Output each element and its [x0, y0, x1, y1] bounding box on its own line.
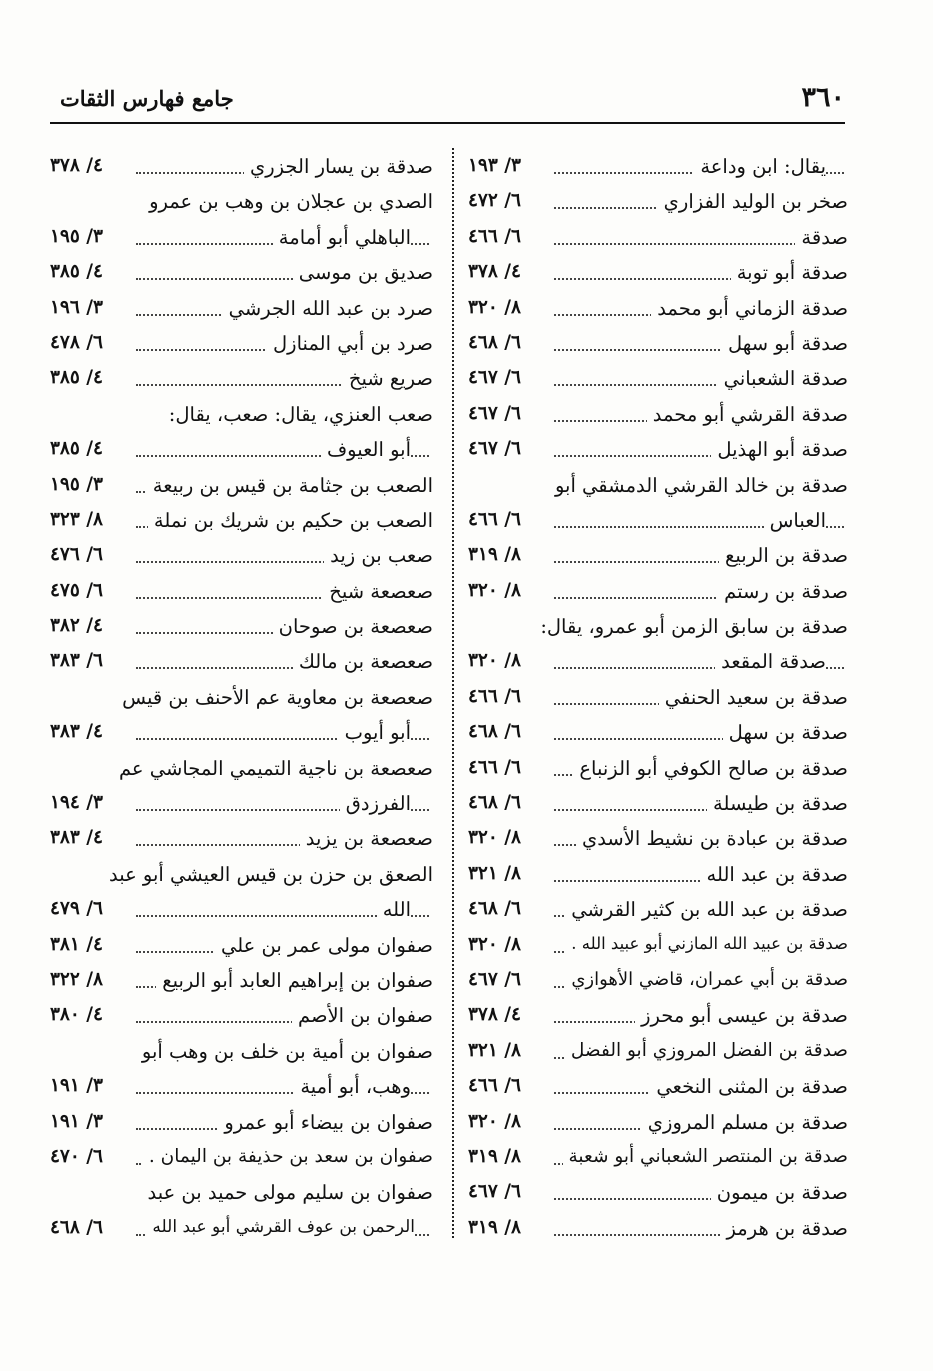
volume-page-ref: ٦/ ٤٦٨	[468, 792, 521, 814]
index-entry	[50, 824, 433, 859]
entry-name: الصعق بن حزن بن قيس العيشي أبو عبد	[103, 863, 433, 886]
volume-page-ref: ٤/ ٣٧٨	[468, 261, 521, 283]
volume-page-ref: ٨/ ٣٢٠	[468, 579, 521, 601]
index-entry	[50, 1037, 433, 1072]
entry-name: صفوان بن بيضاء أبو عمرو	[218, 1111, 433, 1134]
entry-name: صدقة أبو توبة	[731, 261, 848, 284]
entry-name: صدقة بن سابق الزمن أبو عمرو، يقال:	[534, 615, 848, 638]
index-entry	[50, 223, 433, 258]
entry-name: صفوان بن الأصم	[292, 1004, 433, 1027]
volume-page-ref: ٤/ ٣٨٣	[50, 721, 103, 743]
entry-name: الصدي بن عجلان بن وهب بن عمرو	[143, 190, 433, 213]
index-entry	[50, 152, 433, 187]
index-entry	[468, 258, 848, 293]
volume-page-ref: ٦/ ٤٦٨	[468, 721, 521, 743]
volume-page-ref: ٨/ ٣١٩	[468, 544, 521, 566]
entry-name: صديق بن موسى	[293, 261, 433, 284]
index-entry	[468, 400, 848, 435]
volume-page-ref: ٣/ ١٩٥	[50, 225, 103, 247]
entry-name: صعصعة بن مالك	[293, 650, 433, 673]
volume-page-ref: ٤/ ٣٨٥	[50, 261, 103, 283]
index-entry	[50, 577, 433, 612]
index-entry	[468, 435, 848, 470]
entry-name: صدقة بن رستم	[718, 580, 848, 603]
entry-name: صدقة	[795, 226, 848, 249]
index-entry	[468, 931, 848, 966]
entry-name: صعب بن زيد	[324, 544, 433, 567]
entry-name: صدقة بن عبد الله	[701, 863, 848, 886]
index-entry	[468, 860, 848, 895]
volume-page-ref: ٣/ ١٩١	[50, 1075, 103, 1097]
volume-page-ref: ٦/ ٤٦٦	[468, 1075, 521, 1097]
column-divider	[452, 148, 454, 1238]
entry-name: صدقة بن سهل	[723, 721, 848, 744]
volume-page-ref: ٨/ ٣٢٠	[468, 827, 521, 849]
volume-page-ref: ٦/ ٤٦٧	[468, 438, 521, 460]
entry-name: أبو العيوف	[321, 438, 411, 461]
volume-page-ref: ٣/ ١٩٦	[50, 296, 103, 318]
index-entry	[50, 754, 433, 789]
index-entry	[468, 824, 848, 859]
running-title: جامع فهارس الثقات	[60, 86, 234, 111]
index-entry	[468, 683, 848, 718]
index-entry	[50, 718, 433, 753]
entry-name: صدقة أبو الهذيل	[711, 438, 848, 461]
entry-name: صدقة بن ميمون	[711, 1181, 848, 1204]
index-entry	[50, 400, 433, 435]
index-entry	[468, 294, 848, 329]
index-entry	[468, 612, 848, 647]
index-entry	[50, 294, 433, 329]
entry-name: صعصعة بن صوحان	[273, 615, 433, 638]
index-entry	[50, 895, 433, 930]
index-entry	[468, 187, 848, 222]
index-entry	[50, 364, 433, 399]
volume-page-ref: ٦/ ٤٧٨	[50, 331, 103, 353]
index-entry	[468, 966, 848, 1001]
entry-name: صدقة بن عبد الله بن كثير القرشي	[565, 898, 848, 921]
entry-name: صعب العنزي، يقال: صعب، يقال:	[163, 403, 433, 426]
entry-name: صدقة المقعد	[715, 650, 826, 673]
volume-page-ref: ٦/ ٤٦٦	[468, 508, 521, 530]
entry-name: وهب، أبو أمية	[294, 1075, 411, 1098]
index-entry	[50, 647, 433, 682]
volume-page-ref: ٦/ ٤٦٦	[468, 225, 521, 247]
entry-name: صعصعة شيخ	[323, 580, 433, 603]
index-entry	[468, 506, 848, 541]
left-column	[50, 152, 433, 1249]
volume-page-ref: ٦/ ٤٦٧	[468, 402, 521, 424]
volume-page-ref: ٦/ ٤٦٧	[468, 367, 521, 389]
volume-page-ref: ٤/ ٣٨٥	[50, 367, 103, 389]
entry-name: صفوان بن سليم مولى حميد بن عبد	[141, 1181, 433, 1204]
volume-page-ref: ٨/ ٣١٩	[468, 1145, 521, 1167]
entry-name: صدقة بن يسار الجزري	[244, 155, 433, 178]
volume-page-ref: ٤/ ٣٨٠	[50, 1004, 103, 1026]
index-entry	[50, 1178, 433, 1213]
entry-name: صدقة الشعباني	[718, 367, 848, 390]
entry-name: صدقة أبو سهل	[722, 332, 848, 355]
index-entry	[468, 1072, 848, 1107]
volume-page-ref: ٦/ ٣٨٣	[50, 650, 103, 672]
index-entry	[50, 329, 433, 364]
index-entry	[468, 1037, 848, 1072]
right-column	[468, 152, 848, 1249]
entry-name: صدقة القرشي أبو محمد	[647, 403, 848, 426]
index-entry	[468, 577, 848, 612]
volume-page-ref: ٨/ ٣٢٠	[468, 933, 521, 955]
volume-page-ref: ٦/ ٤٧٢	[468, 190, 521, 212]
index-entry	[468, 789, 848, 824]
entry-name: صدقة بن عيسى أبو محرز	[635, 1004, 848, 1027]
volume-page-ref: ٤/ ٣٨٥	[50, 438, 103, 460]
volume-page-ref: ٦/ ٤٦٨	[468, 898, 521, 920]
volume-page-ref: ٨/ ٣٢١	[468, 1039, 521, 1061]
index-entry	[50, 506, 433, 541]
volume-page-ref: ٦/ ٤٧٠	[50, 1145, 103, 1167]
volume-page-ref: ٣/ ١٩٣	[468, 155, 521, 176]
volume-page-ref: ٨/ ٣٢٠	[468, 650, 521, 672]
volume-page-ref: ٦/ ٤٦٨	[50, 1216, 103, 1238]
index-entry	[468, 1001, 848, 1036]
entry-name: الله	[377, 898, 411, 921]
entry-name: صدقة بن الفضل المروزي أبو الفضل	[565, 1040, 848, 1061]
entry-name: أبو أيوب	[339, 721, 411, 744]
entry-name: الفرزدق	[340, 792, 411, 815]
index-entry	[50, 1214, 433, 1249]
entry-name: صدقة بن الربيع	[719, 544, 848, 567]
index-entry	[50, 258, 433, 293]
entry-name: صرد بن أبي المنازل	[267, 332, 433, 355]
entry-name: صعصعة بن معاوية عم الأحنف بن قيس	[116, 686, 433, 709]
page-number: ٣٦٠	[801, 82, 845, 113]
index-entry	[50, 789, 433, 824]
entry-name: العباس	[764, 509, 826, 532]
index-entry	[468, 364, 848, 399]
index-entry	[468, 329, 848, 364]
volume-page-ref: ٨/ ٣٢١	[468, 862, 521, 884]
index-entry	[50, 1108, 433, 1143]
header-rule	[50, 122, 845, 124]
index-entry	[50, 471, 433, 506]
volume-page-ref: ٦/ ٤٦٦	[468, 756, 521, 778]
entry-name: صدقة بن المثنى النخعي	[650, 1075, 848, 1098]
volume-page-ref: ٤/ ٣٨١	[50, 933, 103, 955]
volume-page-ref: ٦/ ٤٦٧	[468, 1181, 521, 1203]
entry-name: صخر بن الوليد الفزاري	[658, 190, 848, 213]
volume-page-ref: ٤/ ٣٨٢	[50, 615, 103, 637]
volume-page-ref: ٣/ ١٩٤	[50, 792, 103, 814]
index-entry	[50, 612, 433, 647]
volume-page-ref: ٤/ ٣٨٣	[50, 827, 103, 849]
entry-name: صدقة بن صالح الكوفي أبو الزنباع	[573, 757, 848, 780]
volume-page-ref: ٦/ ٤٧٩	[50, 898, 103, 920]
index-entry	[50, 1143, 433, 1178]
entry-name: صدقة بن أبي عمران، قاضي الأهوازي	[565, 969, 848, 990]
volume-page-ref: ٨/ ٣٢٢	[50, 968, 103, 990]
volume-page-ref: ٨/ ٣٢٠	[468, 1110, 521, 1132]
entry-name: صدقة بن المنتصر الشعباني أبو شعبة	[563, 1146, 848, 1167]
entry-name: صدقة بن عبيد الله المازني أبو عبيد الله .	[565, 934, 848, 953]
index-entry	[50, 683, 433, 718]
volume-page-ref: ٦/ ٤٦٨	[468, 331, 521, 353]
volume-page-ref: ٦/ ٤٧٥	[50, 579, 103, 601]
entry-name: الباهلي أبو أمامة	[273, 226, 411, 249]
entry-name: صرد بن عبد الله الجرشي	[223, 297, 433, 320]
volume-page-ref: ٨/ ٣٢٣	[50, 508, 103, 530]
entry-name: صدقة الزماني أبو محمد	[651, 297, 848, 320]
volume-page-ref: ٦/ ٤٦٧	[468, 968, 521, 990]
index-entry	[468, 895, 848, 930]
entry-name: الصعب بن حكيم بن شريك بن نملة	[148, 509, 433, 532]
index-entry	[468, 754, 848, 789]
volume-page-ref: ٦/ ٤٦٦	[468, 685, 521, 707]
entry-name: صعصعة بن يزيد	[300, 827, 433, 850]
entry-name: صفوان بن سعد بن حذيفة بن اليمان .	[143, 1146, 433, 1167]
volume-page-ref: ٤/ ٣٧٨	[50, 155, 103, 176]
index-entry	[468, 1214, 848, 1249]
entry-name: الصعب بن جثامة بن قيس بن ربيعة	[147, 474, 433, 497]
entry-name: الرحمن بن عوف القرشي أبو عبد الله	[146, 1217, 415, 1237]
index-entry	[50, 966, 433, 1001]
index-entry	[50, 435, 433, 470]
index-entry	[468, 647, 848, 682]
index-entry	[468, 1178, 848, 1213]
index-entry	[50, 1072, 433, 1107]
page-header	[50, 78, 845, 118]
entry-name: صدقة بن سعيد الحنفي	[659, 686, 848, 709]
index-entry	[468, 223, 848, 258]
index-entry	[50, 1001, 433, 1036]
index-entry	[50, 187, 433, 222]
volume-page-ref: ٤/ ٣٧٨	[468, 1004, 521, 1026]
volume-page-ref: ٨/ ٣١٩	[468, 1216, 521, 1238]
entry-name: صعصعة بن ناجية التميمي المجاشي عم	[113, 757, 433, 780]
index-entry	[50, 931, 433, 966]
volume-page-ref: ٦/ ٤٧٦	[50, 544, 103, 566]
index-entry	[468, 718, 848, 753]
entry-name: يقال: ابن وداعة	[694, 155, 826, 178]
index-entry	[468, 1143, 848, 1178]
entry-name: صفوان مولى عمر بن علي	[215, 934, 433, 957]
index-entry	[468, 471, 848, 506]
index-entry	[50, 860, 433, 895]
volume-page-ref: ٨/ ٣٢٠	[468, 296, 521, 318]
entry-name: صفوان بن إبراهيم العابد أبو الربيع	[156, 969, 433, 992]
index-entry	[468, 541, 848, 576]
volume-page-ref: ٣/ ١٩٥	[50, 473, 103, 495]
volume-page-ref: ٣/ ١٩١	[50, 1110, 103, 1132]
entry-name: صدقة بن مسلم المروزي	[642, 1111, 848, 1134]
index-entry	[468, 152, 848, 187]
entry-name: صدقة بن طيسلة	[707, 792, 848, 815]
index-entry	[468, 1108, 848, 1143]
entry-name: صفوان بن أمية بن خلف بن وهب أبو	[136, 1040, 433, 1063]
index-entry	[50, 541, 433, 576]
entry-name: صدقة بن خالد القرشي الدمشقي أبو	[549, 474, 848, 497]
entry-name: صريع شيخ	[343, 367, 433, 390]
entry-name: صدقة بن عبادة بن نشيط الأسدي	[576, 827, 848, 850]
entry-name: صدقة بن هرمز	[721, 1217, 849, 1240]
